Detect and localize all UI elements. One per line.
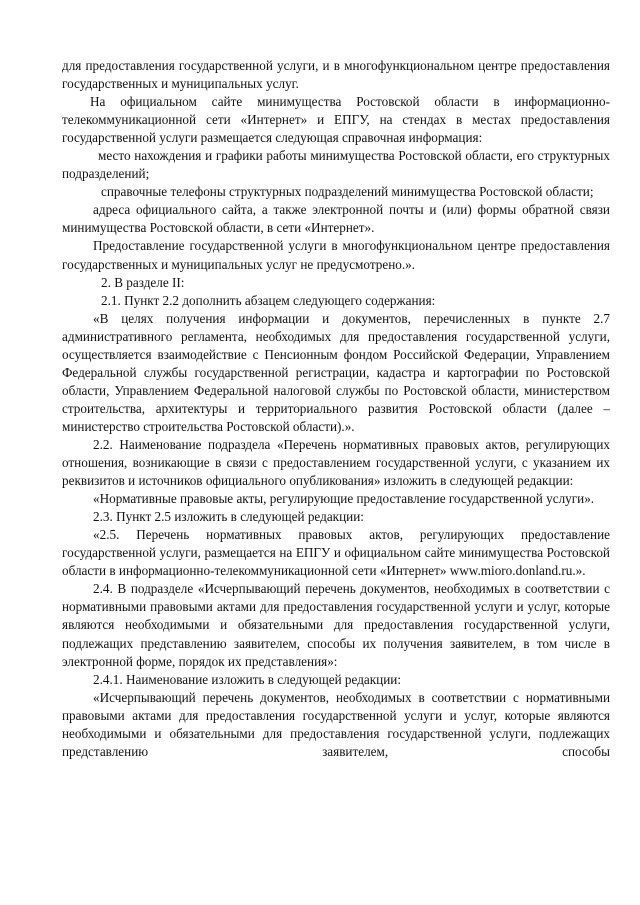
paragraph-15: 2.4.1. Наименование изложить в следующей редакции:	[93, 671, 402, 687]
paragraph-16: «Исчерпывающий перечень документов, необходимых в соответствии с нормативными правовыми актами для предоставления государственной услуги и услуг, которые являются необходимыми и обязательными для предоставления государственной услуги, подлежащих представлению заявителем, способы	[62, 689, 610, 759]
paragraph-13: «2.5. Перечень нормативных правовых актов, регулирующих предоставление государственной услуги, размещается на ЕПГУ и официальном сайте минимущества Ростовской области в информационно-телекоммуникационной сети «Интернет» www.mioro.donland.ru.».	[62, 527, 610, 579]
paragraph-14: 2.4. В подразделе «Исчерпывающий перечень документов, необходимых в соответствии с нормативными правовыми актами для предоставления государственной услуги и услуг, которые являются необходимыми и обязательными для предоставления государственной услуги, подлежащих представлению заявителем, способы их получения заявителем, в том числе в электронной форме, порядок их представления»:	[62, 581, 610, 669]
paragraph-10: 2.2. Наименование подраздела «Перечень нормативных правовых актов, регулирующих отношения, возникающие в связи с предоставлением государственной услуги, с указанием их реквизитов и источников официального опубликования» изложить в следующей редакции:	[62, 436, 610, 489]
paragraph-3: место нахождения и графики работы минимущества Ростовской области, его структурных подразделений;	[62, 148, 610, 182]
section-heading: 2. В разделе II:	[101, 274, 185, 290]
paragraph-5: адреса официального сайта, а также электронной почты и (или) формы обратной связи минимущества Ростовской области, в сети «Интернет».	[62, 202, 610, 236]
paragraph-4: справочные телефоны структурных подразделений минимущества Ростовской области;	[101, 184, 594, 200]
paragraph-9: «В целях получения информации и документов, перечисленных в пункте 2.7 административного регламента, необходимых для предоставления государственной услуги, осуществляется взаимодействие с Пенсионным фондом Российской Федерации, Управлением Федеральной службы государственной регистрации, кадастра и картографии по Ростовской области, Управлением Федеральной налоговой службы по Ростовской области, министерством строительства, архитектуры и территориального развития Ростовской области (далее – министерство строительства Ростовской области).».	[62, 310, 610, 434]
paragraph-1: для предоставления государственной услуги, и в многофункциональном центре предоставления государственных и муниципальных услуг.	[62, 58, 610, 92]
document-page	[62, 57, 610, 761]
paragraph-12: 2.3. Пункт 2.5 изложить в следующей редакции:	[93, 509, 364, 525]
paragraph-8: 2.1. Пункт 2.2 дополнить абзацем следующего содержания:	[101, 292, 436, 308]
paragraph-6: Предоставление государственной услуги в многофункциональном центре предоставления государственных и муниципальных услуг не предусмотрено.».	[62, 238, 610, 272]
paragraph-11: «Нормативные правовые акты, регулирующие предоставление государственной услуги».	[93, 491, 595, 507]
paragraph-2: На официальном сайте минимущества Ростовской области в информационно-телекоммуникационной сети «Интернет» и ЕПГУ, на стендах в местах предоставления государственной услуги размещается следующая справочная информация:	[62, 94, 610, 146]
